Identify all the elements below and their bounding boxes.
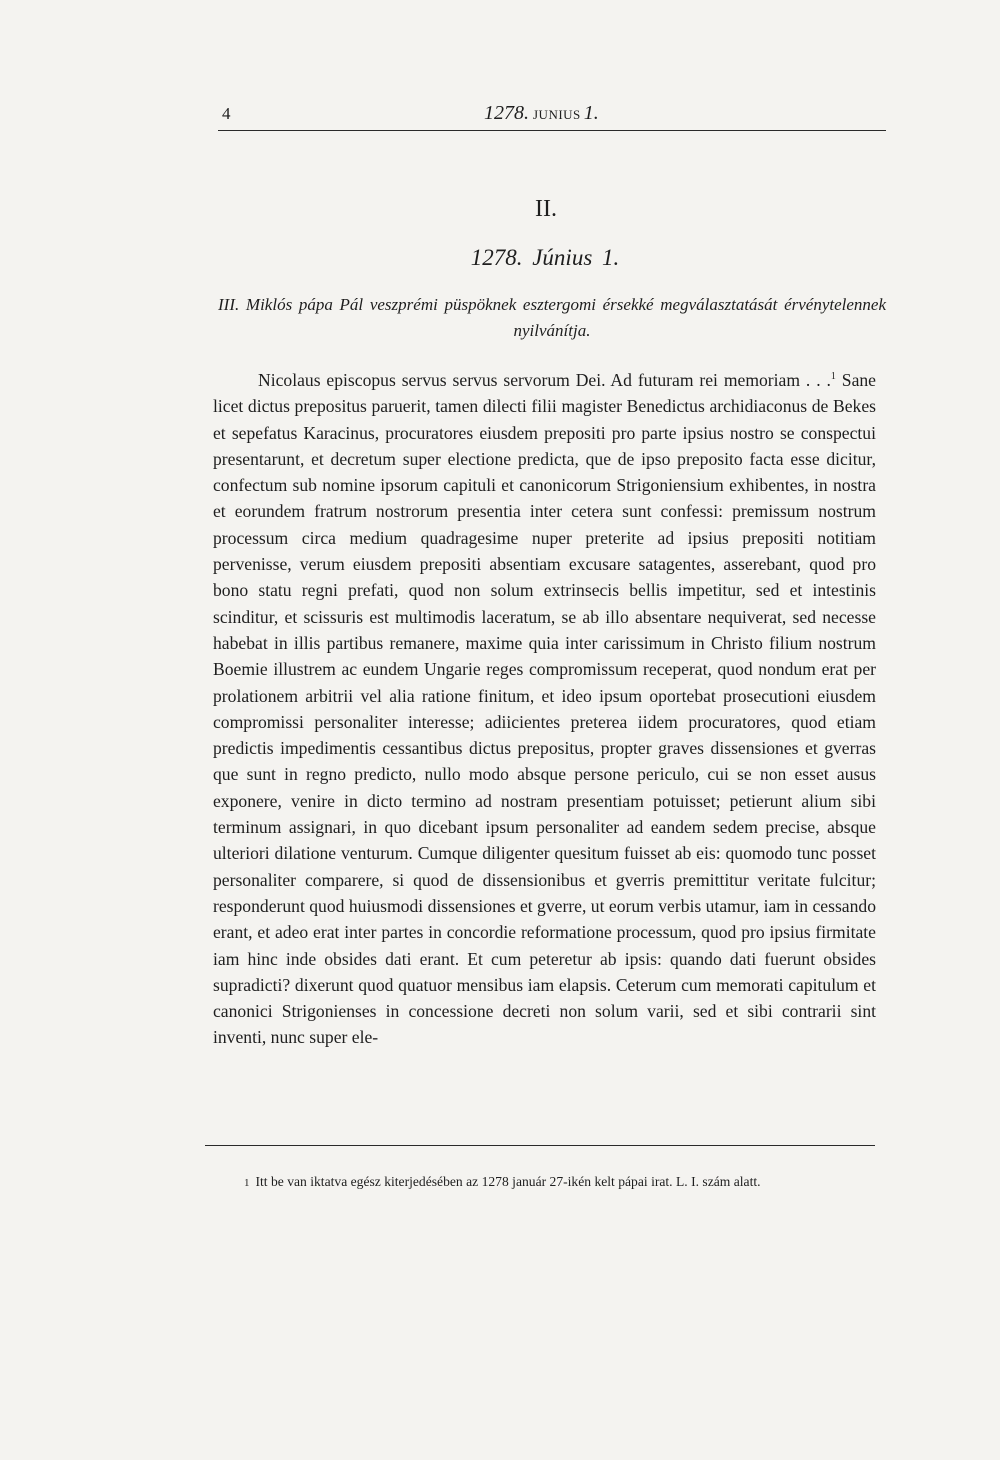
footnote-text: Itt be van iktatva egész kiterjedésében az 1278 január 27-ikén kelt pápai irat. L. I. szám alatt. xyxy=(255,1174,761,1189)
footnote-reference: 1 xyxy=(830,371,836,383)
document-body xyxy=(213,367,876,1051)
page-number: 4 xyxy=(222,104,231,123)
footnote-number: 1 xyxy=(244,1177,250,1189)
document-summary: III. Miklós pápa Pál veszprémi püspöknek esztergomi érsekké megválasztatását érvénytelennek nyilvánítja. xyxy=(218,295,886,340)
body-text: Nicolaus episcopus servus servus servorum Dei. Ad futuram rei memoriam . . .$^1$ Sane licet dictus prepositus paruerit, tamen dilecti filii magister Benedictus archidiaconus de Bekes et sepefatus Karacinus, procuratores eiusdem prepositi pro parte ipsius nostro se conspectui presentarunt, et decretum super electione predicta, que de ipso preposito facta esse dicitur, confectum sub nomine ipsorum capituli et canonicorum Strigoniensium exhibentes, in nostra et eorundem fratrum nostrorum presentia inter cetera sunt confessi: premissum nostrum processum circa medium quadragesime nuper preterite ad ipsius prepositi notitiam pervenisse, verum eiusdem prepositi absentiam excusare satagentes, asserebant, quod pro bono statu regni prefati, quod non solum extrinsecis bellis impetitur, sed et intestinis scinditur, et scissuris est multimodis laceratum, se ab illo absentare nequiverat, sed necesse habebat in illis partibus remanere, maxime quia inter carissimum in Christo filium nostrum Boemie illustrem ac eundem Ungarie reges compromissum receperat, quod nondum erat per prolationem arbitrii vel alia ratione finitum, et ideo ipsum oportebat prosecutioni eiusdem compromissi personaliter interesse; adiicientes preterea iidem procuratores, quod etiam predictis impedimentis cessantibus dictus prepositus, propter graves dissensiones et gverras que sunt in regno predicto, nullo modo absque persone periculo, cui se non esset ausus exponere, venire in dicto termino ad nostram presentiam potuisset; petierunt alium sibi terminum assignari, in quo dicebant ipsum personaliter ad eandem sedem precise, absque ulteriori dilatione venturum. Cumque diligenter quesitum fuisset ab eis: quomodo tunc posset personaliter comparere, si quod de dissensionibus et gverris premittitur veritate fulcitur; responderunt quod huiusmodi dissensiones et gverre, ut eorum verbis utamur, iam in cessando erant, et adeo erat inter partes in concordie reformatione processum, quod pro ipsius firmitate iam hinc inde obsides dati erant. Et cum peteretur ab ipsis: quando dati fuerunt obsides supradicti? dixerunt quod quatuor mensibus iam elapsis. Ceterum cum memorati capitulum et canonici Strigonienses in concessione decreti non solum varii, sed et sibi contrarii sint inventi, nunc super ele- xyxy=(213,370,876,1048)
document-date: 1278. Június 1. xyxy=(470,245,620,270)
running-head-title xyxy=(484,102,599,125)
running-head-year: 1278. xyxy=(484,102,529,124)
running-head-month: JUNIUS xyxy=(533,107,581,122)
footnote-divider xyxy=(205,1145,875,1146)
document-number: II. xyxy=(535,196,557,222)
running-head xyxy=(218,104,886,131)
footnote xyxy=(218,1172,876,1193)
running-head-day: 1. xyxy=(583,102,599,124)
